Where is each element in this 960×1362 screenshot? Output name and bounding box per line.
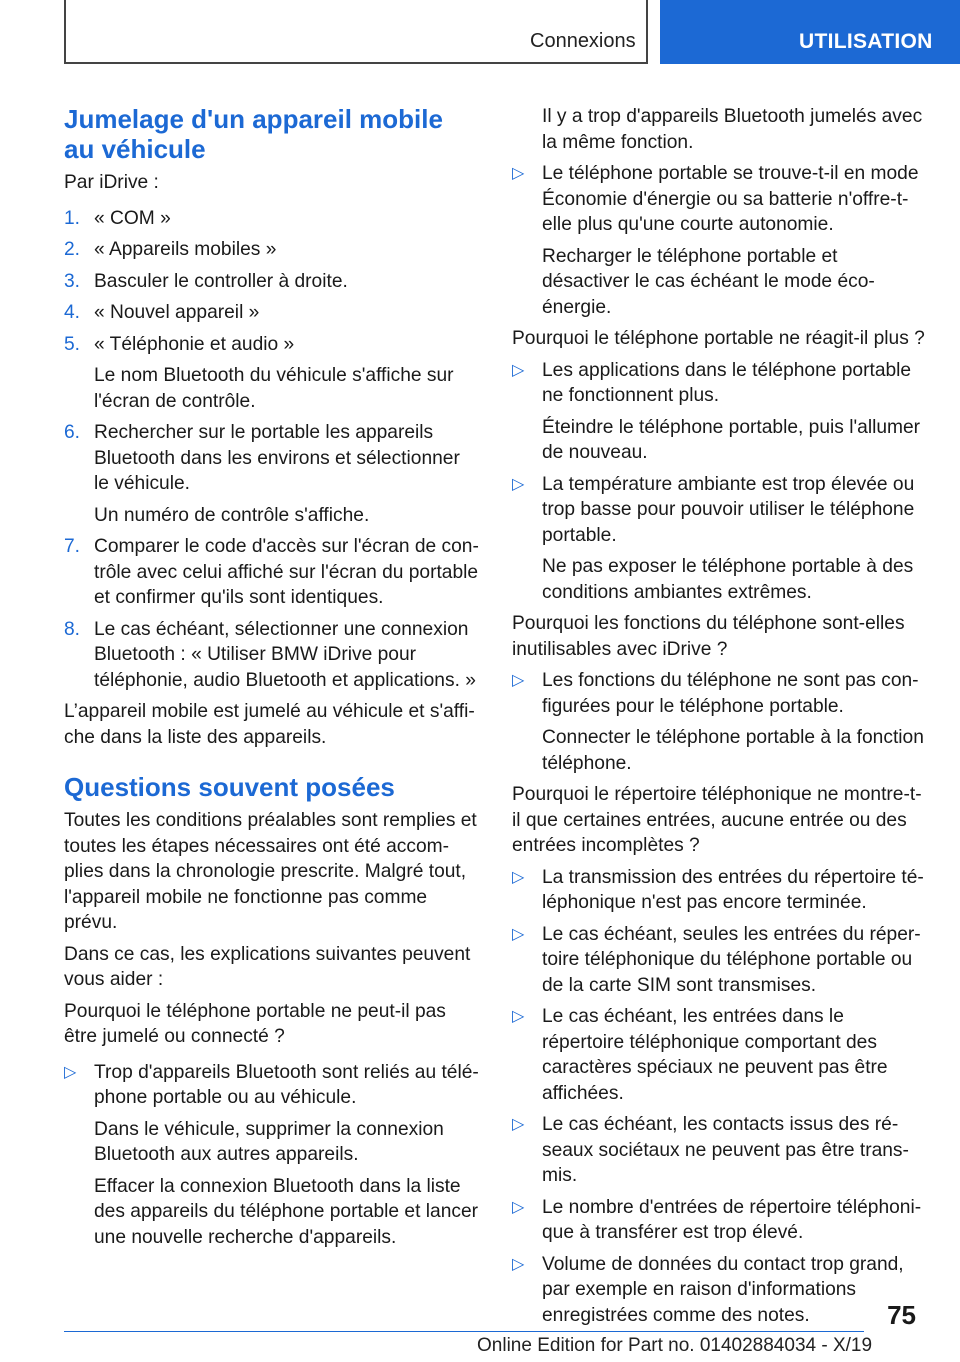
question-4: Pourquoi le répertoire téléphonique ne montre-t-il que certaines entrées, aucune entrée ou des entrées incomplètes ?: [512, 784, 922, 856]
bullet-note: Éteindre le téléphone portable, puis l'allumer de nouveau.: [542, 416, 921, 463]
section-title: Jumelage d'un appareil mobile au véhicule: [64, 104, 443, 164]
list-item: [64, 1060, 480, 1251]
list-item: [512, 358, 930, 466]
triangle-right-icon: ▷: [512, 475, 525, 493]
step-item: [64, 420, 480, 528]
question-2: Pourquoi le téléphone portable ne réagit-il plus ?: [512, 328, 925, 349]
bullet-text: Volume de données du contact trop grand, par exemple en raison d'informations enregistrées comme des notes.: [542, 1253, 904, 1326]
step-note: Le nom Bluetooth du véhicule s'affiche sur l'écran de contrôle.: [94, 365, 454, 412]
footer-divider: [64, 1331, 864, 1332]
outro-text: L’appareil mobile est jumelé au véhicule et s'affiche dans la liste des appareils.: [64, 701, 475, 748]
bullet-continuation: Il y a trop d'appareils Bluetooth jumelés avec la même fonction.: [542, 106, 923, 153]
step-number: 6.: [64, 422, 81, 443]
step-text: Basculer le controller à droite.: [94, 270, 348, 292]
bullet-text: Le cas échéant, seules les entrées du répertoire téléphonique du téléphone portable ou de la carte SIM sont transmises.: [542, 923, 921, 996]
step-text: « Appareils mobiles »: [94, 239, 277, 260]
bullet-note: Recharger le téléphone portable et désactiver le cas échéant le mode éco-énergie.: [542, 245, 875, 318]
triangle-right-icon: ▷: [64, 1063, 77, 1081]
question-1: Pourquoi le téléphone portable ne peut-il pas être jumelé ou connecté ?: [64, 1000, 446, 1047]
bullet-note: Effacer la connexion Bluetooth dans la liste des appareils du téléphone portable et lancer une nouvelle recherche d'appareils.: [94, 1175, 479, 1248]
step-text: Rechercher sur le portable les appareils Bluetooth dans les environs et sélectionner le véhicule.: [94, 422, 460, 494]
list-item: [512, 472, 930, 606]
bullet-text: Les fonctions du téléphone ne sont pas configurées pour le téléphone portable.: [542, 670, 919, 717]
page-number: 75: [887, 1300, 916, 1330]
steps-list: [64, 206, 480, 694]
step-number: 3.: [64, 270, 81, 292]
bullet-text: Le téléphone portable se trouve-t-il en mode Économie d'énergie ou sa batterie n'offre-t-elle plus qu'une courte autonomie.: [542, 163, 919, 235]
step-item: [64, 300, 480, 326]
intro-text: Par iDrive :: [64, 172, 159, 193]
faq-title: Questions souvent posées: [64, 772, 395, 802]
step-note: Un numéro de contrôle s'affiche.: [94, 504, 370, 526]
triangle-right-icon: ▷: [512, 868, 525, 886]
list-item: [512, 922, 930, 999]
bullet-text: Les applications dans le téléphone portable ne fonctionnent plus.: [542, 359, 912, 406]
header-section-title: Connexions: [530, 30, 636, 52]
step-text: « COM »: [94, 207, 171, 229]
bullet-note: Ne pas exposer le téléphone portable à des conditions ambiantes extrêmes.: [542, 556, 914, 603]
step-text: Comparer le code d'accès sur l'écran de contrôle avec celui affiché sur l'écran du portable et confirmer qu'ils sont identiques.: [94, 536, 479, 608]
step-text: Le cas échéant, sélectionner une connexion Bluetooth : « Utiliser BMW iDrive pour téléphonie, audio Bluetooth et applications. »: [94, 618, 476, 691]
faq-paragraph-2: Dans ce cas, les explications suivantes peuvent vous aider :: [64, 943, 471, 990]
header-chapter-tab: [660, 0, 960, 64]
triangle-right-icon: ▷: [512, 361, 525, 379]
bullet-list: [512, 865, 930, 1329]
step-text: « Téléphonie et audio »: [94, 333, 295, 355]
list-item: [512, 1252, 930, 1329]
triangle-right-icon: ▷: [512, 1198, 525, 1216]
triangle-right-icon: ▷: [512, 1255, 525, 1273]
step-item: [64, 269, 480, 295]
step-number: 7.: [64, 536, 81, 557]
triangle-right-icon: ▷: [512, 925, 525, 943]
list-item: [512, 668, 930, 776]
bullet-note: Connecter le téléphone portable à la fonction téléphone.: [542, 727, 924, 774]
bullet-text: Le cas échéant, les contacts issus des réseaux sociétaux ne peuvent pas être transmis.: [542, 1114, 909, 1186]
triangle-right-icon: ▷: [512, 672, 525, 689]
bullet-text: Le nombre d'entrées de répertoire téléphonique à transférer est trop élevé.: [542, 1196, 922, 1243]
triangle-right-icon: ▷: [512, 1008, 525, 1025]
triangle-right-icon: ▷: [512, 165, 525, 182]
list-item: [512, 1004, 930, 1106]
list-item: [512, 865, 930, 916]
bullet-text: Le cas échéant, les entrées dans le répertoire téléphonique comportant des caractères spéciaux ne peuvent pas être affichées.: [542, 1006, 888, 1104]
step-item: [64, 534, 480, 611]
step-item: [64, 237, 480, 263]
step-text: « Nouvel appareil »: [94, 302, 260, 323]
step-number: 1.: [64, 207, 81, 229]
bullet-text: La température ambiante est trop élevée ou trop basse pour pouvoir utiliser le téléphone portable.: [542, 473, 915, 546]
question-3: Pourquoi les fonctions du téléphone sont-elles inutilisables avec iDrive ?: [512, 613, 905, 660]
edition-note: Online Edition for Part no. 01402884034 - X/19: [477, 1335, 873, 1356]
bullet-note: Dans le véhicule, supprimer la connexion Bluetooth aux autres appareils.: [94, 1118, 444, 1165]
right-column: [512, 104, 930, 1328]
bullet-text: La transmission des entrées du répertoire téléphonique n'est pas encore terminée.: [542, 866, 924, 913]
step-number: 8.: [64, 618, 81, 640]
step-item: [64, 617, 480, 694]
chapter-label: UTILISATION: [799, 30, 933, 53]
list-item: [512, 1195, 930, 1246]
list-item: [512, 1112, 930, 1189]
triangle-right-icon: ▷: [512, 1116, 525, 1133]
left-column: [64, 104, 480, 1250]
step-number: 2.: [64, 239, 81, 260]
step-item: [64, 206, 480, 232]
faq-paragraph: Toutes les conditions préalables sont remplies et toutes les étapes nécessaires ont été accomplies dans la chronologie prescrite. Malgré tout, l'appareil mobile ne fonctionne pas comme prévu.: [64, 810, 477, 933]
step-item: [64, 332, 480, 415]
bullet-text: Trop d'appareils Bluetooth sont reliés au téléphone portable ou au véhicule.: [94, 1061, 479, 1108]
step-number: 5.: [64, 333, 81, 355]
step-number: 4.: [64, 302, 81, 323]
list-item: [512, 161, 930, 320]
